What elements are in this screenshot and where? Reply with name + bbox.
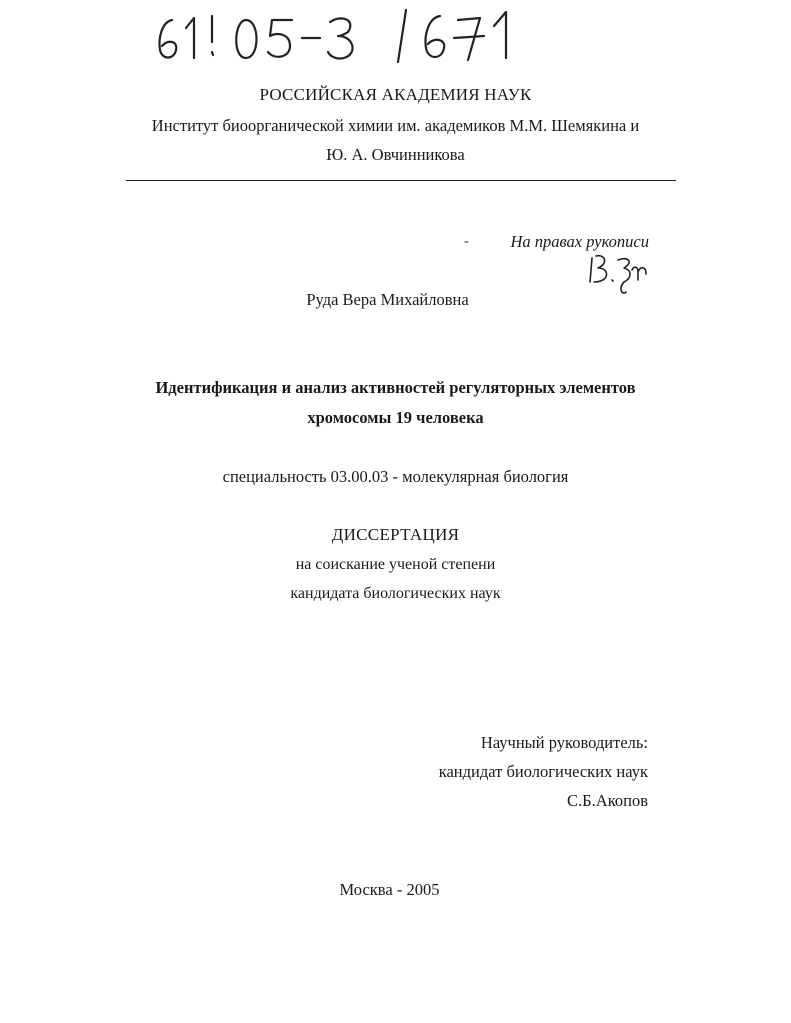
degree-line2: кандидата биологических наук <box>290 585 501 602</box>
dissertation-heading: ДИССЕРТАЦИЯ <box>331 525 460 544</box>
header-divider <box>126 180 676 181</box>
academy-name: РОССИЙСКАЯ АКАДЕМИЯ НАУК <box>259 85 532 104</box>
dissertation-title-line2: хромосомы 19 человека <box>307 408 484 427</box>
degree-line1: на соискание ученой степени <box>295 556 496 573</box>
institute-name-line2: Ю. А. Овчинникова <box>326 145 465 164</box>
handwritten-archive-code <box>150 8 530 64</box>
supervisor-name: С.Б.Акопов <box>567 791 648 810</box>
author-name: Руда Вера Михайловна <box>306 290 469 309</box>
city-year: Москва - 2005 <box>339 880 440 899</box>
dissertation-title-line1: Идентификация и анализ активностей регуляторных элементов <box>155 378 636 397</box>
specialty: специальность 03.00.03 - молекулярная биология <box>222 467 569 486</box>
supervisor-label: Научный руководитель: <box>480 733 648 752</box>
margin-dash: - <box>464 234 469 249</box>
institute-name-line1: Институт биоорганической химии им. академиков М.М. Шемякина и <box>151 116 640 135</box>
manuscript-rights-label: На правах рукописи <box>510 232 649 251</box>
supervisor-degree: кандидат биологических наук <box>438 762 648 781</box>
